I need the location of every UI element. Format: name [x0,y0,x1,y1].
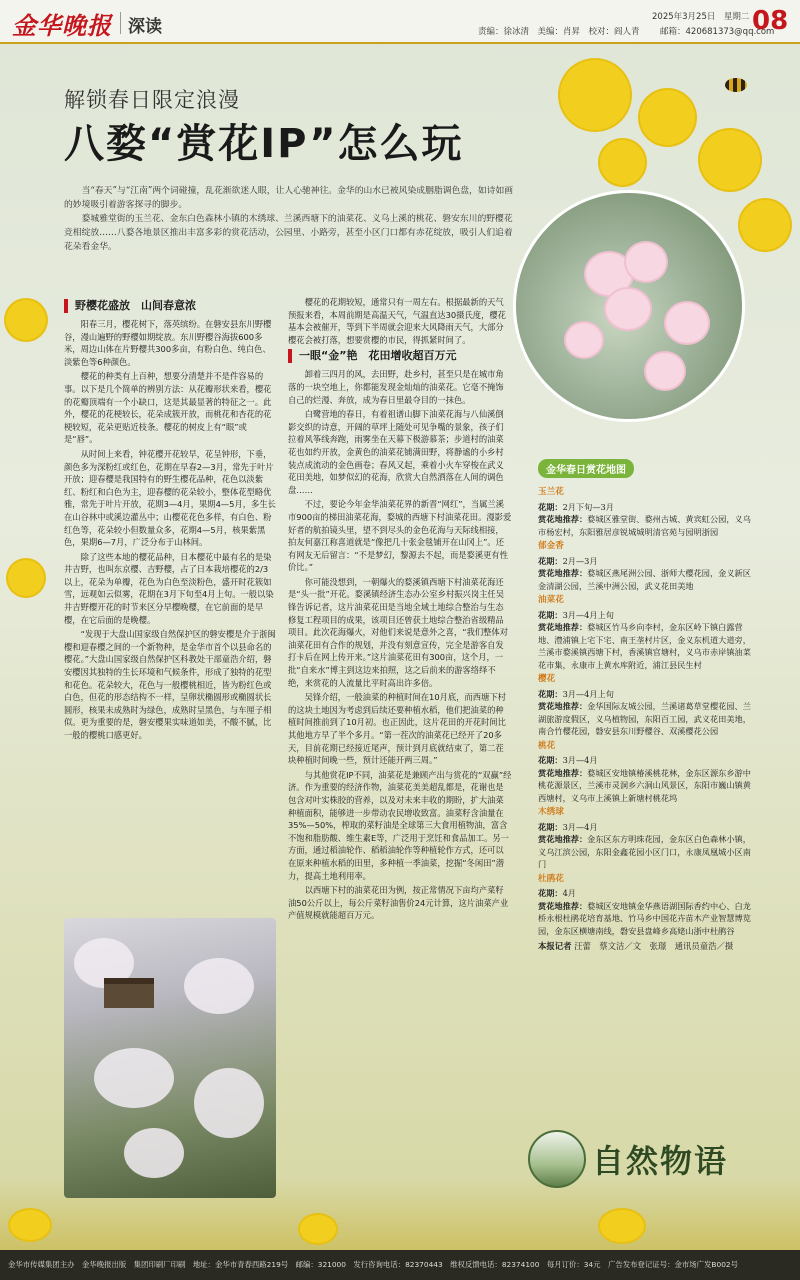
period-value: 3月—4月 [562,821,598,832]
blossom-cluster [194,1068,264,1138]
flower-name: 郁金香 [538,541,564,551]
flower-period [538,609,754,622]
article-column-1 [64,296,276,744]
rapeseed-flower [600,1210,644,1242]
flower-entry [538,740,754,805]
blossom-petal [626,243,666,281]
spots-label: 赏花地推荐： [538,900,588,911]
period-label: 花期： [538,555,563,566]
body-paragraph: 除了这些本地的樱花品种，日本樱花中最有名的是染井吉野，也叫东京樱、吉野樱，占了日本栽培樱花的2/3以上，花朵为单瓣，花色为白色至淡粉色，盛开时花簇如雪，远观如云似雾，花期在3月下旬至4月上旬。一般以染井吉野樱开花的时节来区分早樱晚樱，在它前面的是早樱，在它后面的是晚樱。 [64,551,274,625]
period-label: 花期： [538,688,563,699]
flower-entry [538,486,754,538]
rapeseed-flower [10,1210,50,1240]
period-value: 2月—3月 [562,555,598,566]
flower-spots [538,900,754,938]
lead-paragraph: 婺城雅堂街的玉兰花、金东白色森林小镇的木绣球、兰溪西塘下的油菜花、义乌上溪的桃花、磐安东川的野樱花竞相绽放……八婺各地景区推出丰富多彩的赏花活动，公园里、小路旁，甚至小区门口都有赤花绽放，吸引人们追着花朵看金华。 [64,214,513,252]
flower-list [538,486,754,937]
period-label: 花期： [538,609,563,620]
masthead-divider [120,12,121,34]
page-number: 08 [752,6,789,36]
blossom-cluster [124,1128,184,1178]
rapeseed-flower [8,560,44,596]
section-name: 深读 [128,17,162,37]
blossom-cluster [94,1048,174,1108]
rapeseed-flower [560,60,630,130]
newspaper-logo: 金华晚报 [12,11,112,40]
flower-period [538,821,754,834]
spots-value: 婺城区雅堂街、婺州古城、黄宾虹公园，义乌市杨宏村，东阳雅居彦锐城城明清官苑与园明浙园 [538,514,751,537]
spots-label: 赏花地推荐： [538,834,588,844]
spots-value: 金东区东方明珠花园，金东区白色森林小镇，义乌江滨公园，东阳金鑫花园小区门口，永康凤凰城小区南门 [538,834,751,869]
spots-label: 赏花地推荐： [538,622,588,632]
pavilion [104,978,154,1008]
spots-label: 赏花地推荐： [538,568,588,578]
body-paragraph: 白鹭营地的春日，有着祖谱山脚下油菜花海与八仙溪倒影交织的诗意，开阔的草坪上随处可见争嘴的景象，孩子们拉着风筝线奔跑，雨雾坐在天幕下极游慕茶；步道村的油菜花也如约开放，金黄色的油菜花铺满田野，将静谧的小乡村装点成流动的金色画卷；春风又起，乘着小火车穿梭在武义花田美地，如梦似幻的花海，欣赏大自然洒落在人间的调色盘…… [288,409,504,495]
flower-spots [538,621,754,671]
flower-period [538,501,754,514]
masthead [0,0,800,44]
body-paragraph: 阳春三月，樱花树下，落英缤纷。在磐安县东川野樱谷，漫山遍野的野樱如期绽放。东川野樱谷海拔600多米，周边山体在片野樱共300多亩，有粉白色、纯白色、淡紫色等6种颜色。 [64,319,272,367]
period-label: 花期： [538,755,563,765]
flower-map-title: 金华春日赏花地图 [538,459,634,478]
section-heading-wild-cherry: 野樱花盛放 山间春意浓 [64,299,276,313]
flower-name: 桃花 [538,740,556,751]
flower-entry [538,806,754,871]
period-value: 2月下旬—3月 [562,501,614,512]
article-headline: 八婺“赏花IP”怎么玩 [64,121,464,167]
flower-spots [538,767,754,805]
spots-label: 赏花地推荐： [538,701,588,711]
period-value: 3月—4月上旬 [562,609,614,620]
wild-cherry-valley-photo [64,918,276,1198]
issue-date: 2025年3月25日 星期二 [652,12,750,22]
spots-label: 赏花地推荐： [538,514,588,524]
flower-period [538,688,754,701]
flower-entry [538,594,754,671]
contact-email: 邮箱：420681373@qq.com [660,27,775,37]
editor-credits: 责编：徐冰清 美编：肖昇 校对：阎人青 [478,27,640,37]
spots-value: 婺城区燕尾洲公园、浙师大樱花园，金义新区金清湖公园，兰溪中洲公园，武义花田美地 [538,568,751,591]
column-name: 自然物语 [592,1142,729,1180]
bee-illustration [725,78,747,92]
flower-entry [538,873,754,938]
column-badge [528,1126,754,1196]
section-heading-rapeseed: 一眼“金”艳 花田增收超百万元 [288,349,512,363]
flower-name: 木绣球 [538,807,564,817]
footer-info: 金华市传媒集团主办 金华晚报出版 集团印刷厂印刷 地址：金华市青春西路219号 邮编：321000 发行咨询电话：82370443 维权反馈电话：82374100 每月订价：34元 广告发布登记证号：金市场广发B002号 [0,1250,800,1280]
article-subhead: 解锁春日限定浪漫 [64,88,240,112]
spots-value: 婺城区竹马乡向李村，金东区岭下镇白露营地、澧浦镇上宅下宅、南王垄村片区，金义东机道大道旁，兰溪市婺溪镇西塘下村，香溪镇官塘村，义乌市赤岸镇油菜花市集，永康市上黄水库附近，浦江县民生村 [538,622,751,670]
flower-name: 樱花 [538,674,556,684]
flower-entry [538,673,754,738]
flower-name: 杜鹃花 [538,873,564,884]
reporter-label: 本报记者 [538,941,572,951]
article-column-2 [288,296,512,924]
spots-value: 婺城区安地镇金华燕语湖国际香约中心、白龙桥永根杜鹃花培育基地、竹马乡中国花卉苗木产业智慧博览园，金东区横塘南线，磐安县盘峰乡高姥山浙中杜鹃谷 [538,900,751,936]
rapeseed-flower [740,200,790,250]
reporter-credit [538,940,754,953]
flower-entry [538,540,754,592]
rapeseed-flower [700,130,760,190]
flower-spots [538,700,754,738]
body-paragraph: “发现于大盘山国家级自然保护区的磐安樱是介于浙闽樱和迎春樱之间的一个新物种，是金华市首个以县命名的樱花。”大盘山国家级自然保护区科教处干部童浩介绍，磐安樱因其独特的生长环境和气候条件，形成了独特的花型和花色。花朵较大，花色与一般樱桃相近，皆为粉红色或白色，但花的形态结构不一样，呈卵状椭圆形或椭圆状长圆形，核果未成熟时为绿色，成熟时呈黑色，与车厘子相似。更为重要的是，磐安樱果实味道如美，不酸不腻，比一般的樱桃口感更好。 [64,629,276,740]
body-paragraph: 从时间上来看，钟花樱开花较早，花呈钟形，下垂，颜色多为深粉红或红色，花期在早春2—3月，常先于叶片开放；迎春樱是我国特有的野生樱花品种，花色以淡紫红、粉红和白色为主，迎春樱的花朵较小，整体花型略优雅，常先于叶片开放，花期3—4月，果期4—5月，多生长在山谷林中或溪边灌丛中；山樱花花色多样，有白色、粉红色等，花朵较小但数量众多，花期4—5月，核果紫黑色，果期6—7月，广泛分布于山林间。 [64,448,276,548]
flower-period [538,887,754,900]
blossom-petal [666,303,708,343]
reporter-names: 汪蕾 蔡文洁／文 张璟 通讯员童浩／摄 [574,941,734,951]
body-paragraph: 樱花的花期较短，通常只有一周左右。根据最新的天气预报来看，本周前期是高温天气，气温直达30摄氏度，樱花基本会被催开，等到下半周就会迎来大风降雨天气，大部分樱花会被打落，想要赏樱的市民，得抓紧时间了。 [288,297,506,345]
period-label: 花期： [538,821,563,832]
spots-value: 婺城区安地镇椿溪桃花林，金东区源东乡游中桃花源景区，兰溪市灵洞乡六洞山风景区，东阳市巍山镇黄西塘村，义乌市上溪镇上新塘村桃花坞 [538,767,751,803]
mountain-landscape-icon [528,1130,586,1188]
blossom-petal [646,353,684,389]
period-label: 花期： [538,501,563,512]
period-value: 3月—4月上旬 [562,688,614,699]
blossom-petal [606,289,650,329]
rapeseed-flower [640,90,695,145]
flower-period [538,754,754,767]
flower-name: 油菜花 [538,595,564,605]
spots-value: 金华国际友城公园，兰溪诸葛草堂樱花园、兰湖旅游度假区，义乌植物园，东阳百工园，武义花田美地，南合竹樱花园，磐安县东川野樱谷、双溪樱花公园 [538,701,751,736]
rapeseed-flower [600,140,645,185]
body-paragraph: 不过，要论今年金华油菜花界的新晋“网红”，当属兰溪市900亩的梯田油菜花海，婺城的西塘下村油菜花田。漫影爱好者的航拍镜头里，望不到尽头的金色花海与天际线相接，拍友何嘉江称喜道就是“像把几十张金毯铺开在山冈上”。还有网友无后留言：“不是梦幻，黎源去不起，而是婺溪更有性价比。” [288,499,512,573]
body-paragraph: 卸着三四月的风，去田野，赴乡村，甚至只是在城市角落的一块空地上，你都能发现金灿灿的油菜花。它毫不掩饰自己的烂漫、奔放，成为春日里最夺目的一抹色。 [288,369,504,405]
flower-spots [538,833,754,871]
flower-name: 玉兰花 [538,487,564,497]
body-paragraph: 你可能没想到，一朝爆火的婺溪镇西塘下村油菜花海还是“头一批”开花。婺溪镇经济生态办公室乡村振兴岗主任吴锋告诉记者，这片油菜花田是当地全域土地综合整治与生态修复工程项目的成果，该项目还曾获土地综合整治省级精品项目。此次花海爆火，对他们来说是意外之喜，“我们整体对油菜花田有合作的规划，并没有刻意宣传，完全是游客自发打卡后在网上传开来。”这片油菜花田有300亩，这个月，一批“自来水”博主到这边来拍照，这之后前来的游客络绎不绝，来赏花的人流量比平时高出许多倍。 [288,576,509,688]
cherry-blossom-photo [513,190,745,422]
period-value: 3月—4月 [562,755,598,765]
body-paragraph: 樱花的种类有上百种，想要分清楚并不是件容易的事。以下是几个简单的辨别方法：从花瓣形状来看，樱花的花瓣顶端有一个小缺口，这是其最显著的特征之一。此外，樱花的花梗较长，花朵成簇开放，而桃花和杏花的花梗较短，花朵更贴近枝条。樱花的树皮上有“眼”或是“唇”。 [64,371,272,445]
flower-period [538,555,754,568]
period-value: 4月 [562,888,576,898]
blossom-petal [566,323,602,357]
article-lead [64,184,514,254]
spring-flower-map [538,458,754,1038]
rapeseed-flower [6,300,46,340]
rapeseed-flower [300,1215,336,1243]
blossom-cluster [184,958,254,1014]
body-paragraph: 吴锋介绍，一般油菜的种植时间在10月底，而西塘下村的这块土地因为考虑到后续还要种植水稻，他们把油菜的种植时间推前到了10月初。也正因此，这片花田的开花时间比其他地方早了半个多月。“第一茬次的油菜花已经开了20多天，目前花期已经接近尾声，预计到月底就结束了，第二茬块种植时间晚一些，预计还能开两三周。” [288,692,506,766]
spots-label: 赏花地推荐： [538,767,588,778]
period-label: 花期： [538,888,563,898]
body-paragraph: 以西塘下村的油菜花田为例，按正常情况下亩均产菜籽油50公斤以上，每公斤菜籽油售价24元计算，这片油菜产业产值规模就能超百万元。 [288,885,509,921]
lead-paragraph: 当“春天”与“江南”两个词碰撞，乱花渐欲迷人眼，让人心驰神往。金华的山水已被风染成胭脂调色盘，如诗如画的妙境吸引着游客探寻的脚步。 [64,186,514,210]
flower-spots [538,513,754,538]
flower-spots [538,567,754,592]
body-paragraph: 与其他赏花IP不同，油菜花是兼顾产出与赏花的“双赢”经济。作为重要的经济作物，油菜花美美超乱都是，花谢也是包含对叶实株胶的营养，以及对未来丰收的期盼，扩大油菜种植面积，能够进一步带动农民增收致富。油菜籽含油量在35%—50%，榨取的菜籽油是全球第三大食用植物油，富含不饱和脂肪酸、维生素E等，广泛用于烹饪和食品加工。另一方面，通过稻油轮作、稻稻油轮作等种植轮作方式，还可以在原来种植水稻的田里，多种植一季油菜，挖掘“冬闲田”潜力，提高土地利用率。 [288,769,512,881]
